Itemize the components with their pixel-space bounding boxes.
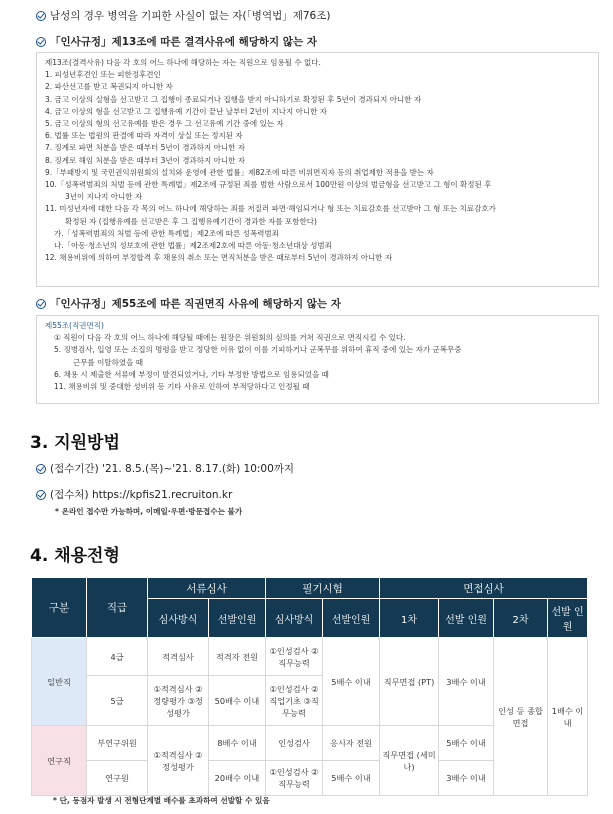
interview1-general: 직무면접 (PT) bbox=[380, 638, 439, 726]
list-subitem: 가.「성폭력범죄의 처벌 등에 관한 특례법」제2조에 따른 성폭력범죄 bbox=[54, 228, 279, 238]
doc-method-4: 적격심사 bbox=[148, 638, 209, 676]
header-written-selected: 선발인원 bbox=[323, 599, 380, 638]
section13-heading-text: 「인사규정」제13조에 따른 결격사유에 해당하지 않는 자 bbox=[50, 36, 317, 48]
interview2-all: 인성 등 종합면접 bbox=[494, 638, 548, 796]
header-doc-selected: 선발인원 bbox=[209, 599, 266, 638]
section55-box bbox=[36, 315, 599, 404]
written-method-4: ①인성검사 ②직무능력 bbox=[266, 638, 323, 676]
category-research: 연구직 bbox=[32, 726, 87, 796]
doc-selected-5: 50배수 이내 bbox=[209, 676, 266, 726]
check-circle-icon bbox=[36, 490, 46, 500]
selection-table bbox=[31, 577, 588, 796]
header-category: 구분 bbox=[32, 578, 87, 638]
check-circle-icon bbox=[36, 11, 46, 21]
doc-method-5: ①적격심사 ②정량평가 ③정성평가 bbox=[148, 676, 209, 726]
section13-box bbox=[36, 52, 599, 287]
header-interview: 면접심사 bbox=[380, 578, 588, 599]
interview1-selected-general: 3배수 이내 bbox=[439, 638, 494, 726]
apply-period-text: (접수기간) '21. 8.5.(목)~'21. 8.17.(화) 10:00까지 bbox=[50, 463, 295, 475]
header-interview-first-selected: 선발 인원 bbox=[439, 599, 494, 638]
written-method-researcher: ①인성검사 ②직무능력 bbox=[266, 761, 323, 796]
doc-selected-4: 적격자 전원 bbox=[209, 638, 266, 676]
military-requirement-text: 남성의 경우 병역을 기피한 사실이 없는 자(「병역법」제76조) bbox=[50, 10, 331, 22]
list-item: 4. 금고 이상의 형을 선고받고 그 집행유예 기간이 끝난 날부터 2년이 지나지 아니한 자 bbox=[45, 106, 328, 116]
list-item: 3. 금고 이상의 실형을 선고받고 그 집행이 종료되거나 집행을 받지 아니하기로 확정된 후 5년이 경과되지 아니한 자 bbox=[45, 94, 422, 104]
list-item: 6. 채용 시 제출한 서류에 부정이 발견되었거나, 기타 부정한 방법으로 임용되었을 때 bbox=[54, 369, 329, 379]
interview1-selected-researcher: 3배수 이내 bbox=[439, 761, 494, 796]
grade-researcher: 연구원 bbox=[87, 761, 148, 796]
interview1-selected-associate: 5배수 이내 bbox=[439, 726, 494, 761]
list-item: 5. 징병검사, 입영 또는 소집의 명령을 받고 정당한 이유 없이 이를 기피하거나 군복무를 위하여 휴직 중에 있는 자가 군복무중 bbox=[54, 345, 462, 355]
section13-heading bbox=[36, 34, 317, 49]
grade-5: 5급 bbox=[87, 676, 148, 726]
category-general: 일반직 bbox=[32, 638, 87, 726]
header-grade: 직급 bbox=[87, 578, 148, 638]
list-item: 10.「성폭력범죄의 처벌 등에 관한 특례법」제2조에 규정된 죄를 범한 사람으로서 100만원 이상의 벌금형을 선고받고 그 형이 확정된 후 bbox=[45, 180, 492, 190]
header-written-test: 필기시험 bbox=[266, 578, 380, 599]
apply-site-text: (접수처) https://kpfis21.recruiton.kr bbox=[50, 489, 233, 501]
header-interview-first: 1차 bbox=[380, 599, 439, 638]
check-circle-icon bbox=[36, 464, 46, 474]
selection-section-title: 4. 채용전형 bbox=[30, 546, 120, 566]
written-method-5: ①인성검사 ②직업기초 ③직무능력 bbox=[266, 676, 323, 726]
apply-site bbox=[36, 487, 232, 502]
apply-section-title: 3. 지원방법 bbox=[30, 433, 120, 453]
section55-lead-title: 제55조(직권면직) bbox=[45, 321, 104, 330]
list-item: ① 직원이 다음 각 호의 어느 하나에 해당될 때에는 원장은 위원회의 심의를 거쳐 직권으로 면직시킬 수 있다. bbox=[54, 333, 406, 343]
header-doc-method: 심사방식 bbox=[148, 599, 209, 638]
list-item: 8. 징계로 해임 처분을 받은 때부터 3년이 경과하지 아니한 자 bbox=[45, 155, 246, 165]
written-selected-general: 5배수 이내 bbox=[323, 638, 380, 726]
list-item: 11. 채용비위 및 중대한 성비위 등 기타 사유로 인하여 부적당하다고 인정될 때 bbox=[54, 382, 310, 392]
list-item: 11. 미성년자에 대한 다음 각 목의 어느 하나에 해당하는 죄를 저질러 파면·해임되거나 형 또는 치료감호를 선고받아 그 형 또는 치료감호가 bbox=[45, 204, 496, 214]
list-item: 9.「부패방지 및 국민권익위원회의 설치와 운영에 관한 법률」제82조에 따른 비위면직자 등의 취업제한 적용을 받는 자 bbox=[45, 167, 434, 177]
section55-heading-text: 「인사규정」제55조에 따른 직권면직 사유에 해당하지 않는 자 bbox=[50, 298, 341, 310]
doc-selected-researcher: 20배수 이내 bbox=[209, 761, 266, 796]
section55-heading bbox=[36, 296, 341, 311]
list-item: 1. 피성년후견인 또는 피한정후견인 bbox=[45, 70, 161, 80]
section13-lead-text: 다음 각 호의 어느 하나에 해당하는 자는 직원으로 임용될 수 없다. bbox=[103, 58, 321, 67]
selection-footnote: * 단, 동점자 발생 시 전형단계별 배수를 초과하여 선발할 수 있음 bbox=[53, 796, 270, 805]
header-interview-second: 2차 bbox=[494, 599, 548, 638]
interview2-selected-all: 1배수 이내 bbox=[548, 638, 588, 796]
list-item-continued: 확정된 자 (집행유예를 선고받은 후 그 집행유예기간이 경과한 자를 포함한다) bbox=[65, 216, 317, 226]
check-circle-icon bbox=[36, 299, 46, 309]
interview1-research: 직무면접 (세미나) bbox=[380, 726, 439, 796]
list-item-continued: 3년이 지나지 아니한 자 bbox=[65, 192, 143, 202]
doc-selected-associate: 8배수 이내 bbox=[209, 726, 266, 761]
grade-associate-researcher: 부연구위원 bbox=[87, 726, 148, 761]
list-item: 6. 법률 또는 법원의 판결에 따라 자격이 상실 또는 정지된 자 bbox=[45, 131, 243, 141]
doc-method-research: ①적격심사 ②정성평가 bbox=[148, 726, 209, 796]
list-item: 2. 파산선고를 받고 복권되지 아니한 자 bbox=[45, 82, 173, 92]
written-selected-researcher: 5배수 이내 bbox=[323, 761, 380, 796]
header-interview-second-selected: 선발 인원 bbox=[548, 599, 588, 638]
written-selected-associate: 응시자 전원 bbox=[323, 726, 380, 761]
list-item: 12. 채용비위에 의하여 부정합격 후 채용의 취소 또는 면직처분을 받은 때로부터 5년이 경과하지 아니한 자 bbox=[45, 253, 393, 263]
header-written-method: 심사방식 bbox=[266, 599, 323, 638]
section13-lead bbox=[45, 57, 590, 69]
list-item: 7. 징계로 파면 처분을 받은 때부터 5년이 경과하지 아니한 자 bbox=[45, 143, 246, 153]
military-requirement bbox=[36, 8, 330, 23]
check-circle-icon bbox=[36, 37, 46, 47]
list-subitem: 나.「아동·청소년의 성보호에 관한 법률」제2조제2호에 따른 아동·청소년대상 성범죄 bbox=[54, 241, 332, 251]
written-method-associate: 인성검사 bbox=[266, 726, 323, 761]
header-doc-review: 서류심사 bbox=[148, 578, 266, 599]
grade-4: 4급 bbox=[87, 638, 148, 676]
apply-period bbox=[36, 461, 294, 476]
section13-lead-title: 제13조(결격사유) bbox=[45, 58, 104, 67]
list-item: 5. 금고 이상의 형의 선고유예를 받은 경우 그 선고유예 기간 중에 있는 자 bbox=[45, 119, 284, 129]
apply-note: * 온라인 접수만 가능하며, 이메일·우편·방문접수는 불가 bbox=[55, 507, 243, 516]
list-item-continued: 근무를 이탈하였을 때 bbox=[73, 357, 143, 367]
